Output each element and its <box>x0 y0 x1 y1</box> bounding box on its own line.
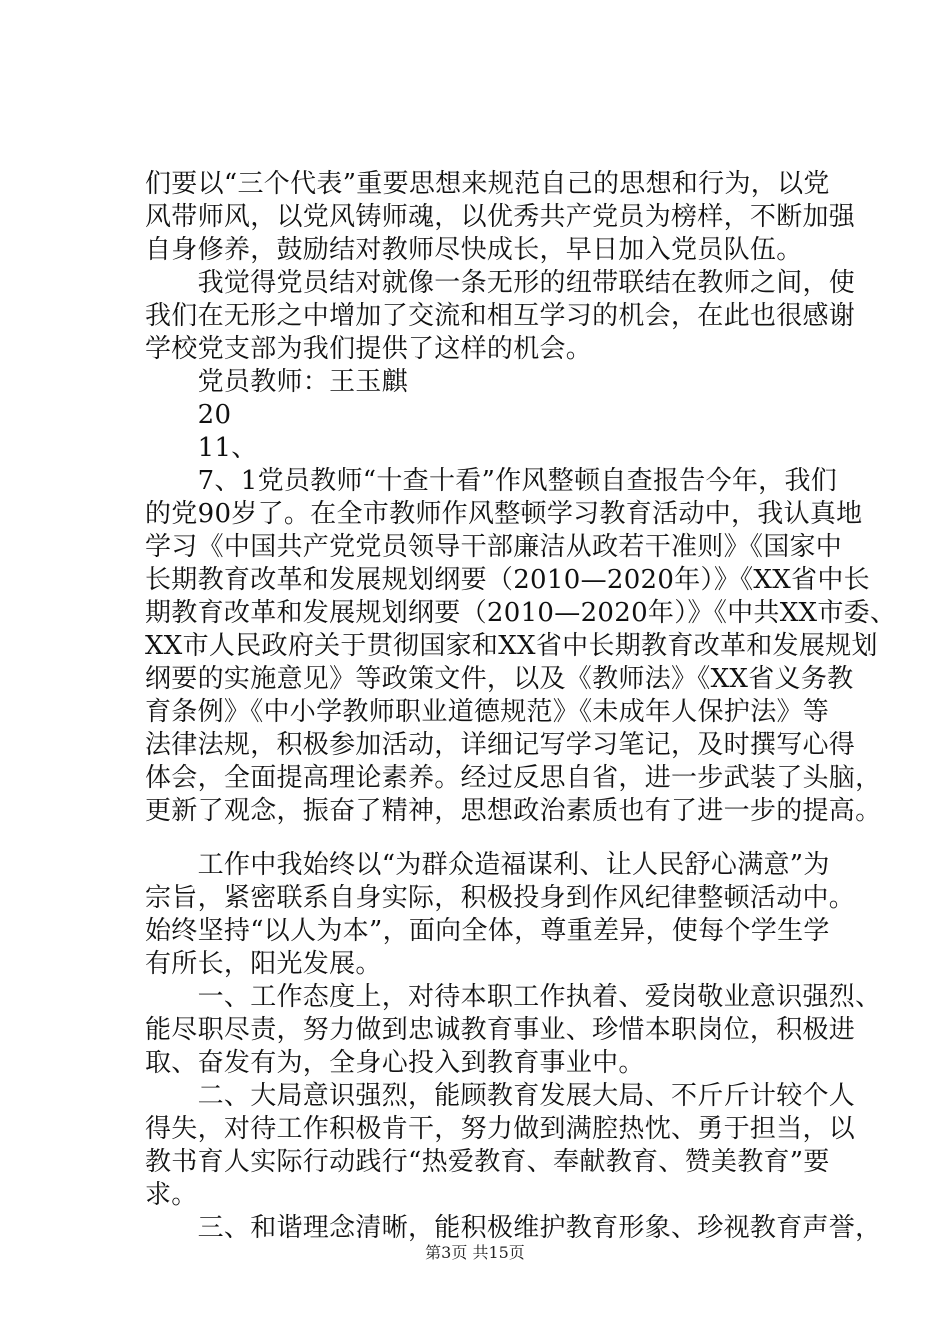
text-line: 有所长，阳光发展。 <box>145 949 382 979</box>
text-line: 能尽职尽责，努力做到忠诚教育事业、珍惜本职岗位，积极进 <box>145 1015 856 1045</box>
text-line: 我们在无形之中增加了交流和相互学习的机会，在此也很感谢 <box>145 301 856 331</box>
text-line: 期教育改革和发展规划纲要（2010—2020年）》《中共XX市委、 <box>145 598 897 628</box>
text-line: 育条例》《中小学教师职业道德规范》《未成年人保护法》等 <box>145 697 830 727</box>
text-line: 自身修养，鼓励结对教师尽快成长，早日加入党员队伍。 <box>145 235 803 265</box>
text-line: 教书育人实际行动践行“热爱教育、奉献教育、赞美教育”要 <box>145 1147 830 1177</box>
text-line: 一、工作态度上，对待本职工作执着、爱岗敬业意识强烈、 <box>145 982 882 1012</box>
text-line: 长期教育改革和发展规划纲要（2010—2020年）》《XX省中长 <box>145 565 870 595</box>
text-line: 得失，对待工作积极肯干，努力做到满腔热忱、勇于担当，以 <box>145 1114 856 1144</box>
text-line: XX市人民政府关于贯彻国家和XX省中长期教育改革和发展规划 <box>145 631 878 661</box>
text-line: 11、 <box>145 433 258 463</box>
page-footer: 第3页 共15页 <box>425 1243 525 1262</box>
text-line: 党员教师：王玉麒 <box>145 367 409 397</box>
text-line: 风带师风，以党风铸师魂，以优秀共产党员为榜样，不断加强 <box>145 202 856 232</box>
text-line: 体会，全面提高理论素养。经过反思自省，进一步武装了头脑， <box>145 763 882 793</box>
text-line: 法律法规，积极参加活动，详细记写学习笔记，及时撰写心得 <box>145 730 856 760</box>
document-body <box>145 168 897 1245</box>
text-line: 20 <box>145 400 232 430</box>
text-line: 更新了观念，振奋了精神，思想政治素质也有了进一步的提高。 <box>145 796 882 826</box>
text-block-1 <box>145 168 897 828</box>
paragraph-gap <box>145 828 845 849</box>
text-line: 纲要的实施意见》等政策文件，以及《教师法》《XX省义务教 <box>145 664 854 694</box>
text-line: 取、奋发有为，全身心投入到教育事业中。 <box>145 1048 645 1078</box>
text-line: 始终坚持“以人为本”，面向全体，尊重差异，使每个学生学 <box>145 916 830 946</box>
text-block-2 <box>145 849 882 1245</box>
text-line: 宗旨，紧密联系自身实际，积极投身到作风纪律整顿活动中。 <box>145 883 856 913</box>
text-line: 三、和谐理念清晰，能积极维护教育形象、珍视教育声誉， <box>145 1213 882 1243</box>
text-line: 的党90岁了。在全市教师作风整顿学习教育活动中，我认真地 <box>145 499 863 529</box>
text-line: 二、大局意识强烈，能顾教育发展大局、不斤斤计较个人 <box>145 1081 856 1111</box>
text-line: 学校党支部为我们提供了这样的机会。 <box>145 334 593 364</box>
text-line: 们要以“三个代表”重要思想来规范自己的思想和行为，以党 <box>145 169 830 199</box>
text-line: 工作中我始终以“为群众造福谋利、让人民舒心满意”为 <box>145 850 830 880</box>
text-line: 7、1党员教师“十查十看”作风整顿自查报告今年，我们 <box>145 466 838 496</box>
text-line: 我觉得党员结对就像一条无形的纽带联结在教师之间，使 <box>145 268 856 298</box>
text-line: 学习《中国共产党党员领导干部廉洁从政若干准则》《国家中 <box>145 532 843 562</box>
text-line: 求。 <box>145 1180 198 1210</box>
